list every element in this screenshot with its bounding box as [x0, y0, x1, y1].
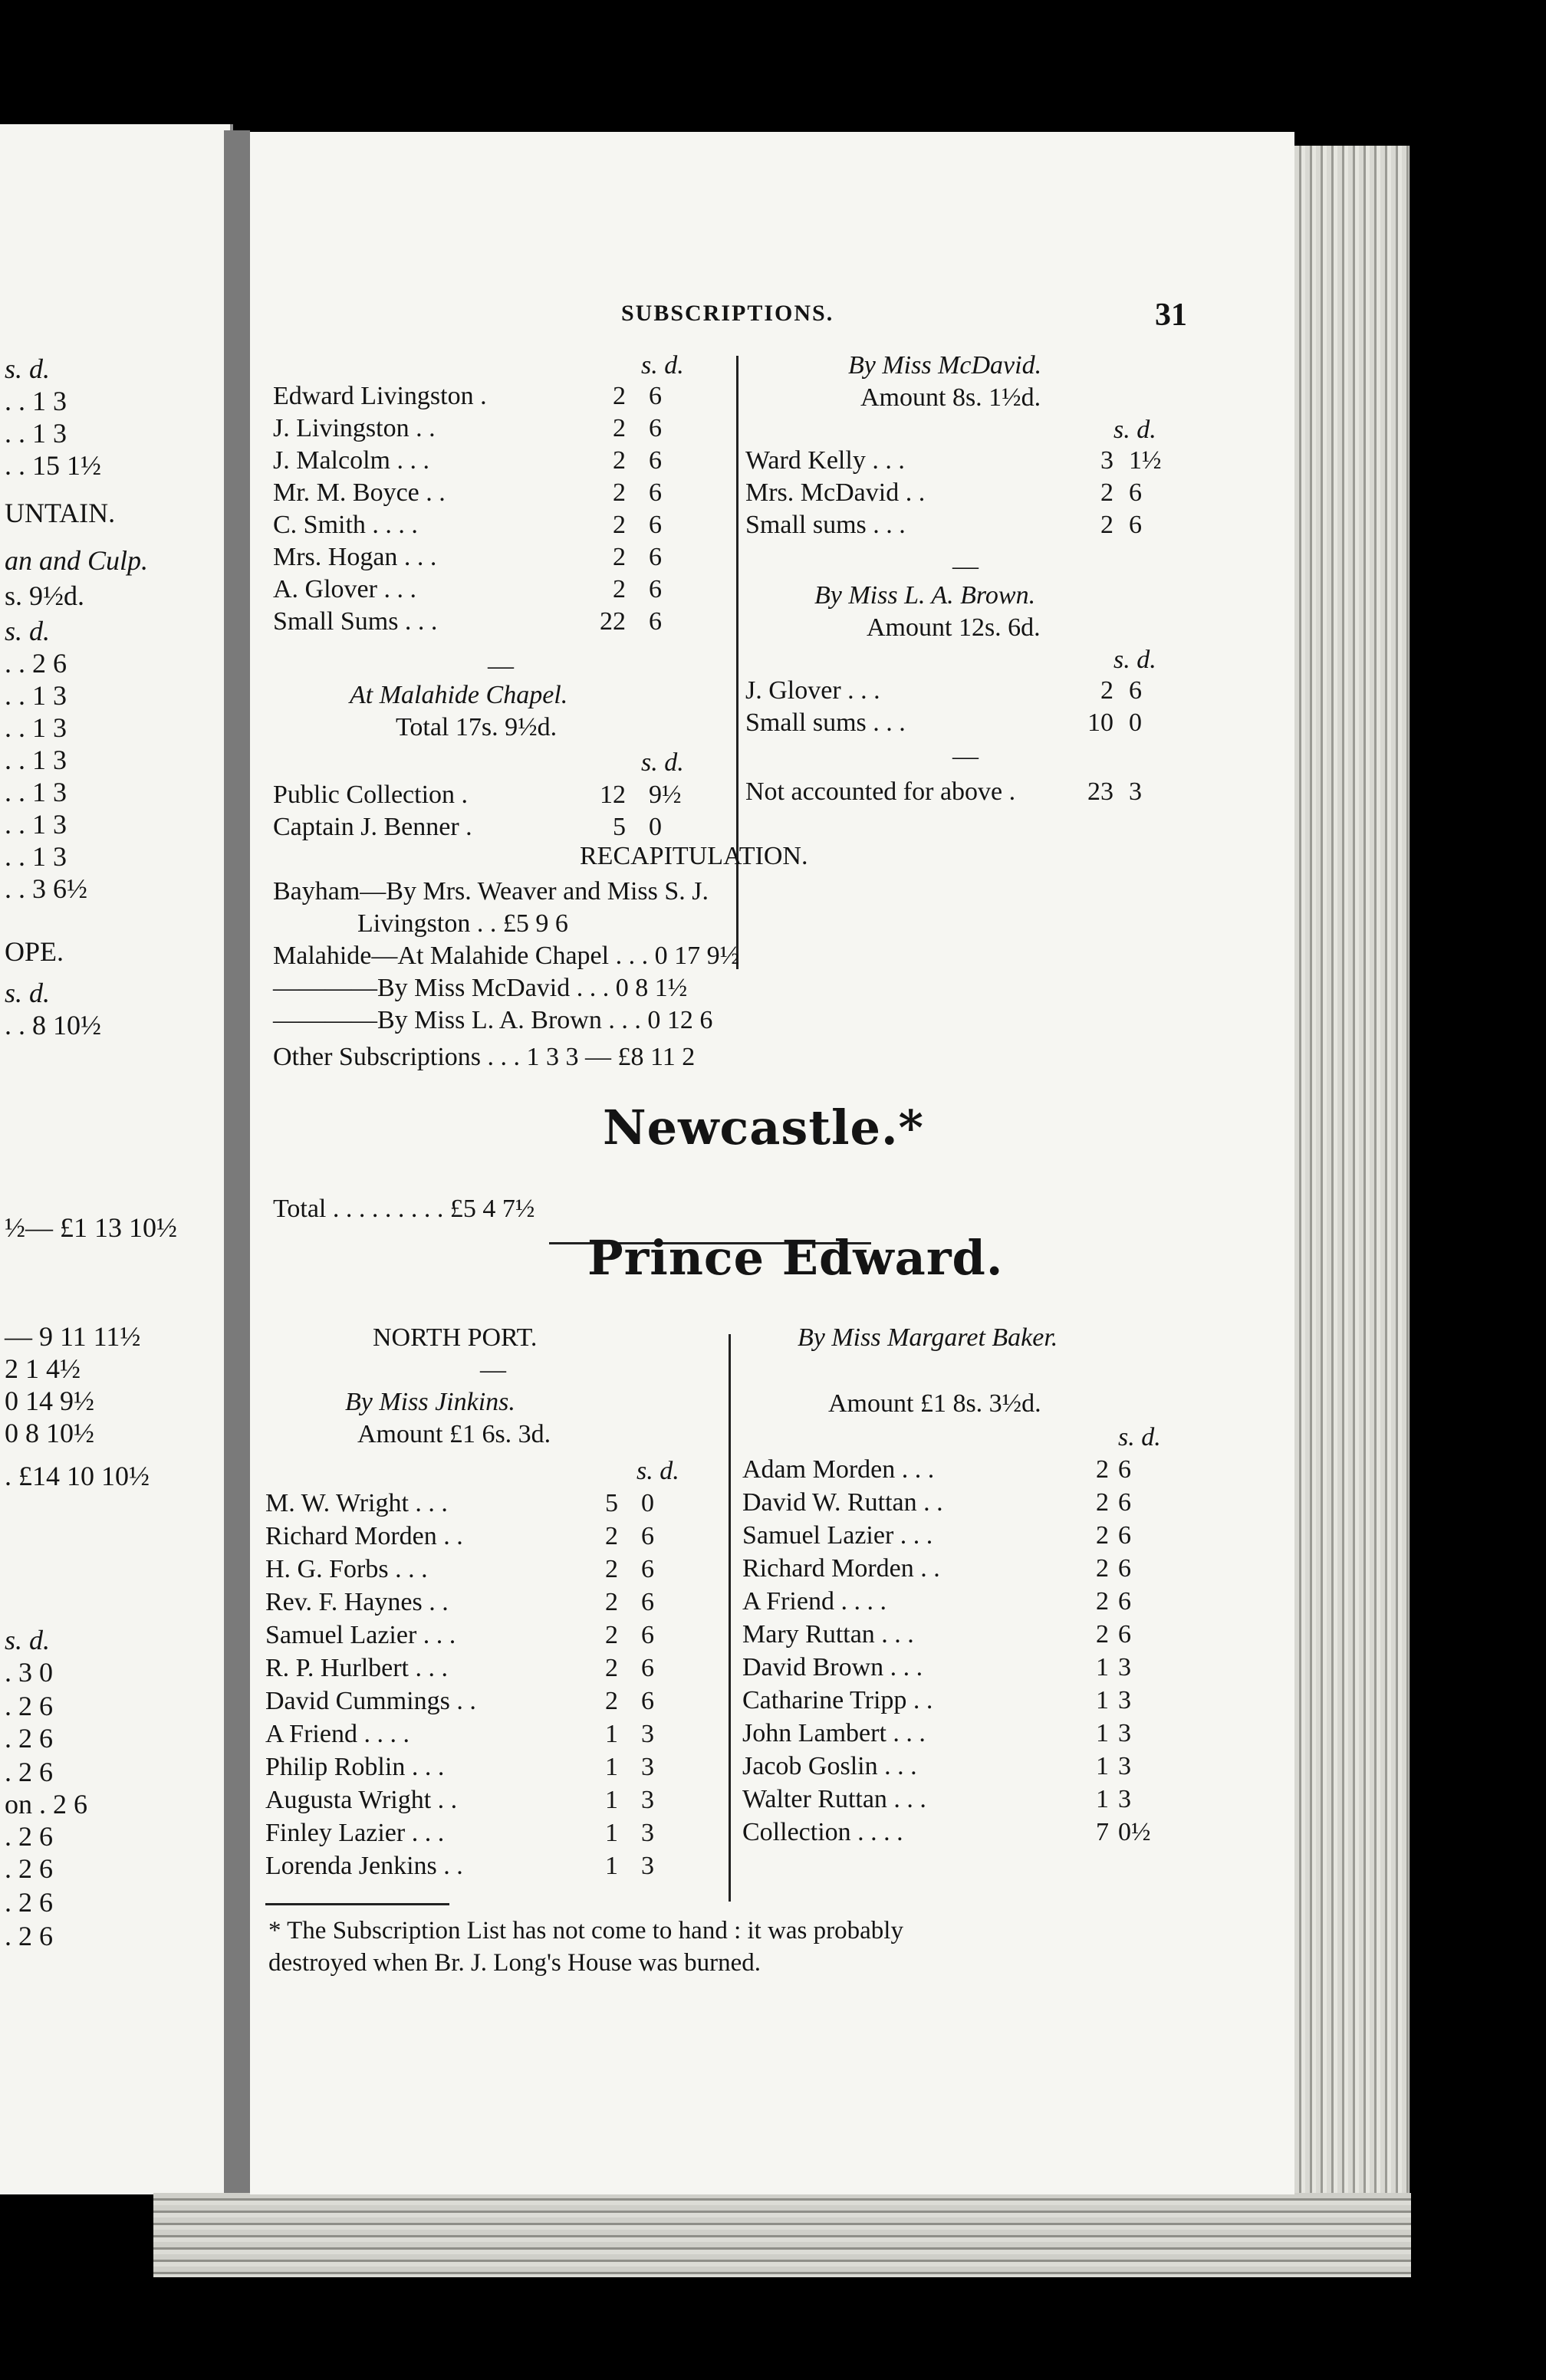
subscriber-shillings: 12	[600, 781, 626, 809]
left-fragment-line: . . 1 3	[5, 809, 67, 840]
subscriber-name: Samuel Lazier . . .	[265, 1621, 456, 1649]
subscriber-name: Jacob Goslin . . .	[742, 1752, 917, 1780]
subscriber-shillings: 2	[613, 446, 626, 475]
subscriber-name: Mrs. McDavid . .	[745, 478, 926, 507]
left-fragment-line: . . 1 3	[5, 745, 67, 775]
collector-amount: Amount £1 6s. 3d.	[357, 1420, 551, 1448]
section-total: Total 17s. 9½d.	[396, 713, 558, 741]
left-fragment-line: s. d.	[5, 1625, 51, 1655]
subscriber-shillings: 5	[605, 1489, 618, 1517]
subscriber-name: H. G. Forbs . . .	[265, 1555, 428, 1583]
collector-amount: Amount 8s. 1½d.	[860, 383, 1041, 412]
subscriber-name: Small sums . . .	[745, 708, 906, 737]
left-fragment-line: . 2 6	[5, 1691, 53, 1721]
subscriber-pence: 6	[649, 414, 662, 442]
subscriber-name: Edward Livingston .	[273, 382, 487, 410]
subscriber-pence: 6	[1129, 478, 1142, 507]
left-fragment-line: . . 3 6½	[5, 873, 87, 904]
subscriber-pence: 1½	[1129, 446, 1162, 475]
subscriber-shillings: 2	[1096, 1554, 1109, 1583]
subscriber-pence: 9½	[649, 781, 682, 809]
left-fragment-line: . 2 6	[5, 1821, 53, 1852]
bottom-page-edges	[153, 2193, 1411, 2277]
left-fragment-line: . £14 10 10½	[5, 1461, 150, 1491]
subscriber-name: Lorenda Jenkins . .	[265, 1852, 463, 1880]
subscriber-shillings: 2	[613, 511, 626, 539]
subscriber-name: Public Collection .	[273, 781, 469, 809]
subscriber-pence: 6	[641, 1621, 654, 1649]
left-fragment-line: . 2 6	[5, 1921, 53, 1951]
subscriber-pence: 6	[641, 1687, 654, 1715]
subscriber-name: J. Glover . . .	[745, 676, 880, 705]
subscriber-name: David Brown . . .	[742, 1653, 923, 1681]
subscriber-shillings: 2	[1100, 511, 1113, 539]
subscriber-pence: 6	[641, 1555, 654, 1583]
left-fragment-line: an and Culp.	[5, 545, 149, 576]
subscriber-shillings: 2	[613, 414, 626, 442]
subscriber-pence: 0	[1129, 708, 1142, 737]
subscriber-pence: 3	[1118, 1686, 1131, 1714]
left-fragment-line: 0 14 9½	[5, 1386, 94, 1416]
sd-header: s. d.	[1113, 646, 1156, 674]
subscriber-pence: 3	[1118, 1752, 1131, 1780]
subscriber-shillings: 1	[605, 1852, 618, 1880]
subscriber-name: Mr. M. Boyce . .	[273, 478, 446, 507]
subscriber-shillings: 1	[1096, 1719, 1109, 1747]
subscriber-name: A. Glover . . .	[273, 575, 416, 603]
subscriber-shillings: 2	[1100, 478, 1113, 507]
collector-title: By Miss L. A. Brown.	[814, 581, 1036, 610]
recap-line: ————By Miss McDavid . . . 0 8 1½	[273, 974, 688, 1002]
left-fragment-line: . . 1 3	[5, 680, 67, 711]
subscriber-shillings: 2	[605, 1555, 618, 1583]
subsection-title: NORTH PORT.	[373, 1323, 538, 1352]
subscriber-pence: 6	[649, 511, 662, 539]
subscriber-name: Samuel Lazier . . .	[742, 1521, 933, 1550]
subscriber-pence: 6	[649, 478, 662, 507]
subscriber-name: Richard Morden . .	[265, 1522, 463, 1550]
subscriber-shillings: 2	[1096, 1587, 1109, 1616]
subscriber-shillings: 10	[1087, 708, 1113, 737]
subscriber-shillings: 2	[605, 1687, 618, 1715]
subscriber-shillings: 2	[1096, 1455, 1109, 1484]
subscriber-name: J. Malcolm . . .	[273, 446, 429, 475]
subscriber-shillings: 22	[600, 607, 626, 636]
sd-header: s. d.	[1113, 416, 1156, 444]
subscriber-name: Richard Morden . .	[742, 1554, 940, 1583]
subscriber-name: Mary Ruttan . . .	[742, 1620, 914, 1649]
subscriber-name: Mrs. Hogan . . .	[273, 543, 437, 571]
recap-line: Malahide—At Malahide Chapel . . . 0 17 9½	[273, 942, 740, 970]
subscriber-shillings: 1	[1096, 1785, 1109, 1813]
subscriber-name: Ward Kelly . . .	[745, 446, 905, 475]
subscriber-pence: 6	[1118, 1488, 1131, 1517]
page-edges	[1294, 146, 1409, 2270]
subscriber-name: Small Sums . . .	[273, 607, 438, 636]
collector-title: By Miss Jinkins.	[345, 1388, 515, 1416]
subscriber-pence: 6	[1129, 511, 1142, 539]
subscriber-name: Augusta Wright . .	[265, 1786, 458, 1814]
left-fragment-line: . 2 6	[5, 1723, 53, 1754]
subscriber-name: Adam Morden . . .	[742, 1455, 935, 1484]
left-fragment-line: s. d.	[5, 353, 51, 384]
recap-line: Other Subscriptions . . . 1 3 3 — £8 11 2	[273, 1043, 696, 1071]
collector-amount: Amount 12s. 6d.	[867, 613, 1041, 642]
subscriber-shillings: 1	[605, 1720, 618, 1748]
recap-line: Livingston . . £5 9 6	[357, 909, 568, 938]
section-title: At Malahide Chapel.	[350, 681, 568, 709]
dash: —	[952, 552, 979, 580]
subscriber-name: A Friend . . . .	[742, 1587, 886, 1616]
left-fragment-line: . 2 6	[5, 1887, 53, 1918]
left-fragment-line: . 2 6	[5, 1757, 53, 1787]
left-fragment-line: . . 1 3	[5, 777, 67, 807]
dash: —	[952, 742, 979, 771]
left-fragment-line: 2 1 4½	[5, 1353, 81, 1384]
subscriber-name: Rev. F. Haynes . .	[265, 1588, 449, 1616]
footnote-line: destroyed when Br. J. Long's House was burned.	[268, 1949, 761, 1977]
subscriber-name: A Friend . . . .	[265, 1720, 410, 1748]
subscriber-pence: 3	[641, 1852, 654, 1880]
left-fragment-line: . . 1 3	[5, 386, 67, 416]
recap-title: RECAPITULATION.	[580, 842, 808, 870]
section-heading: Newcastle.*	[603, 1100, 924, 1155]
subscriber-pence: 6	[1129, 676, 1142, 705]
dash: —	[480, 1356, 506, 1384]
left-fragment-line: ½— £1 13 10½	[5, 1212, 177, 1243]
subscriber-shillings: 1	[605, 1786, 618, 1814]
subscriber-shillings: 1	[1096, 1752, 1109, 1780]
subscriber-name: Walter Ruttan . . .	[742, 1785, 926, 1813]
subscriber-shillings: 2	[613, 575, 626, 603]
sd-header: s. d.	[641, 748, 684, 777]
subscriber-shillings: 1	[1096, 1653, 1109, 1681]
subscriber-pence: 6	[1118, 1455, 1131, 1484]
subscriber-shillings: 2	[1100, 676, 1113, 705]
subscriber-name: J. Livingston . .	[273, 414, 436, 442]
subscriber-shillings: 7	[1096, 1818, 1109, 1846]
subscriber-name: Philip Roblin . . .	[265, 1753, 445, 1781]
subscriber-pence: 0	[641, 1489, 654, 1517]
subscriber-name: David W. Ruttan . .	[742, 1488, 943, 1517]
left-fragment-line: . . 1 3	[5, 712, 67, 743]
left-fragment-line: 0 8 10½	[5, 1418, 94, 1448]
footnote-rule	[265, 1903, 449, 1905]
left-fragment-line: UNTAIN.	[5, 498, 116, 528]
subscriber-pence: 6	[1118, 1620, 1131, 1649]
column-rule	[729, 1334, 731, 1902]
left-fragment-line: s. d.	[5, 978, 51, 1008]
total-line: Total . . . . . . . . . £5 4 7½	[273, 1195, 535, 1223]
subscriber-shillings: 2	[605, 1654, 618, 1682]
left-fragment-line: . . 1 3	[5, 841, 67, 872]
left-fragment-line: — 9 11 11½	[5, 1321, 141, 1352]
left-fragment-line: s. 9½d.	[5, 580, 85, 611]
subscriber-name: C. Smith . . . .	[273, 511, 418, 539]
subscriber-pence: 6	[1118, 1521, 1131, 1550]
left-fragment-line: . . 8 10½	[5, 1010, 101, 1040]
left-fragment-line: . . 2 6	[5, 648, 67, 679]
recap-line: ————By Miss L. A. Brown . . . 0 12 6	[273, 1006, 713, 1034]
left-fragment-line: . . 15 1½	[5, 450, 101, 481]
column-rule	[736, 356, 738, 969]
left-fragment-line: . 2 6	[5, 1853, 53, 1884]
subscriber-pence: 6	[649, 446, 662, 475]
section-heading: Prince Edward.	[587, 1230, 1004, 1286]
subscriber-shillings: 2	[1096, 1488, 1109, 1517]
subscriber-name: John Lambert . . .	[742, 1719, 926, 1747]
left-fragment-line: OPE.	[5, 936, 64, 967]
left-fragment-line: s. d.	[5, 616, 51, 646]
subscriber-pence: 6	[1118, 1554, 1131, 1583]
subscriber-pence: 0½	[1118, 1818, 1151, 1846]
page-number: 31	[1155, 298, 1187, 333]
subscriber-pence: 6	[641, 1522, 654, 1550]
running-head: SUBSCRIPTIONS.	[621, 301, 834, 326]
left-fragment-line: on . 2 6	[5, 1789, 87, 1820]
subscriber-pence: 3	[641, 1786, 654, 1814]
subscriber-pence: 3	[641, 1720, 654, 1748]
subscriber-pence: 6	[649, 575, 662, 603]
subscriber-pence: 3	[641, 1819, 654, 1847]
subscriber-name: Finley Lazier . . .	[265, 1819, 445, 1847]
subscriber-pence: 6	[649, 382, 662, 410]
recap-line: Bayham—By Mrs. Weaver and Miss S. J.	[273, 877, 709, 906]
dash: —	[488, 652, 514, 680]
subscriber-shillings: 2	[605, 1621, 618, 1649]
subscriber-shillings: 1	[605, 1753, 618, 1781]
subscriber-shillings: 23	[1087, 777, 1113, 806]
collector-amount: Amount £1 8s. 3½d.	[828, 1389, 1041, 1418]
collector-title: By Miss Margaret Baker.	[798, 1323, 1058, 1352]
subscriber-name: M. W. Wright . . .	[265, 1489, 448, 1517]
left-fragment-line: . 3 0	[5, 1657, 53, 1688]
subscriber-pence: 6	[641, 1654, 654, 1682]
sd-header: s. d.	[641, 351, 684, 380]
footnote-line: * The Subscription List has not come to hand : it was probably	[268, 1917, 903, 1944]
subscriber-pence: 6	[649, 543, 662, 571]
left-fragment-line: . . 1 3	[5, 418, 67, 449]
subscriber-name: Captain J. Benner .	[273, 813, 472, 841]
subscriber-pence: 0	[649, 813, 662, 841]
subscriber-pence: 6	[649, 607, 662, 636]
subscriber-shillings: 2	[613, 543, 626, 571]
subscriber-shillings: 2	[1096, 1620, 1109, 1649]
subscriber-shillings: 2	[613, 382, 626, 410]
subscriber-pence: 3	[641, 1753, 654, 1781]
subscriber-name: Collection . . . .	[742, 1818, 903, 1846]
subscriber-pence: 3	[1118, 1785, 1131, 1813]
subscriber-shillings: 5	[613, 813, 626, 841]
subscriber-shillings: 3	[1100, 446, 1113, 475]
subscriber-pence: 3	[1118, 1653, 1131, 1681]
subscriber-pence: 6	[1118, 1587, 1131, 1616]
collector-title: By Miss McDavid.	[848, 351, 1042, 380]
subscriber-shillings: 2	[1096, 1521, 1109, 1550]
book-gutter	[224, 130, 250, 2193]
subscriber-name: Small sums . . .	[745, 511, 906, 539]
subscriber-name: David Cummings . .	[265, 1687, 476, 1715]
subscriber-shillings: 1	[1096, 1686, 1109, 1714]
subscriber-shillings: 2	[605, 1522, 618, 1550]
sd-header: s. d.	[636, 1457, 679, 1485]
subscriber-name: R. P. Hurlbert . . .	[265, 1654, 448, 1682]
subscriber-name: Not accounted for above .	[745, 777, 1016, 806]
subscriber-pence: 6	[641, 1588, 654, 1616]
subscriber-pence: 3	[1129, 777, 1142, 806]
subscriber-name: Catharine Tripp . .	[742, 1686, 933, 1714]
subscriber-pence: 3	[1118, 1719, 1131, 1747]
subscriber-shillings: 2	[605, 1588, 618, 1616]
subscriber-shillings: 2	[613, 478, 626, 507]
subscriber-shillings: 1	[605, 1819, 618, 1847]
sd-header: s. d.	[1118, 1423, 1161, 1451]
